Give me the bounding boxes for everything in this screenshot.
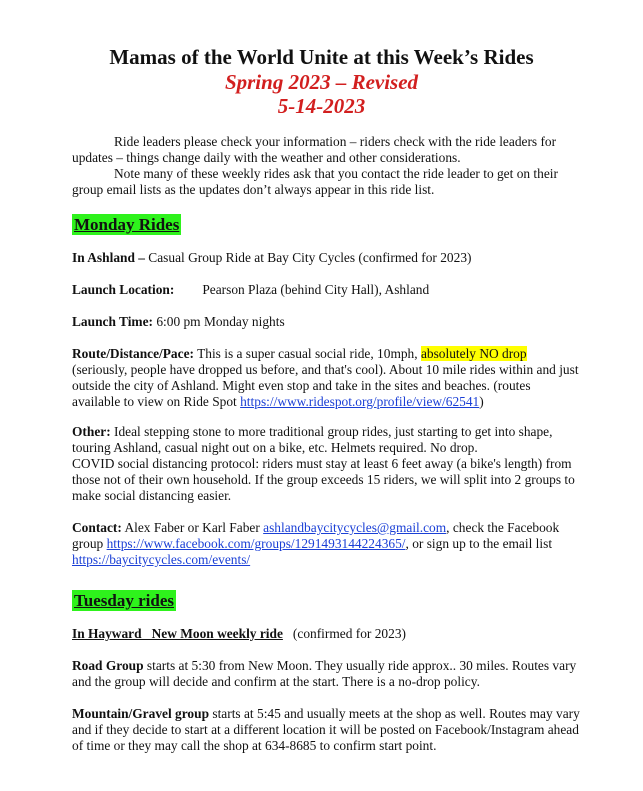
contact-text-2: , check the Facebook group [72, 520, 560, 551]
monday-contact [72, 520, 582, 568]
contact-text-1: Alex Faber or Karl Faber [121, 520, 264, 535]
tuesday-mountain-group [72, 706, 582, 754]
launch-time-value: 6:00 pm Monday nights [152, 314, 285, 329]
contact-text-3: , or sign up to the email list [405, 536, 553, 551]
facebook-group-link[interactable]: https://www.facebook.com/groups/1291493144224365/ [106, 536, 406, 551]
intro-line-2: Note many of these weekly rides ask that you contact the ride leader to get on their group email lists as the updates don’t always appear in this ride list. [72, 166, 558, 197]
intro-line-1: Ride leaders please check your information – riders check with the ride leaders for updates – things change daily with the weather and other considerations. [72, 134, 557, 165]
route-text-2: (seriously, people have dropped us before, and that's cool). About 10 mile rides within and just outside the city of Ashland. Might even stop and take in the sites and beaches. (routes available to view on Ride Spot [72, 362, 579, 409]
launch-location-value: Pearson Plaza (behind City Hall), Ashland [202, 282, 430, 297]
launch-time-label: Launch Time: [72, 314, 153, 329]
monday-ride-place: In Ashland – [72, 250, 145, 265]
mountain-group-label: Mountain/Gravel group [72, 706, 210, 721]
page-title: Mamas of the World Unite at this Week’s Rides [109, 45, 534, 69]
tuesday-ride-name: In Hayward New Moon weekly ride [72, 626, 283, 641]
no-drop-highlight: absolutely NO drop [420, 346, 527, 361]
monday-other [72, 424, 582, 504]
page-date: 5-14-2023 [277, 94, 366, 118]
tuesday-road-group [72, 658, 582, 690]
monday-launch-time [72, 314, 582, 330]
tuesday-heading: Tuesday rides [74, 591, 174, 610]
page-subtitle: Spring 2023 – Revised [224, 70, 419, 94]
mountain-group-text: starts at 5:45 and usually meets at the shop as well. Routes may vary and if they decide to start at a different location it will be posted on Facebook/Instagram ahead of time or they may call the shop at 634-8685 to confirm start point. [72, 706, 580, 753]
road-group-text: starts at 5:30 from New Moon. They usually ride approx.. 30 miles. Routes vary and the group will decide and confirm at the start. There is a no-drop policy. [72, 658, 577, 689]
other-label: Other: [72, 424, 111, 439]
contact-label: Contact: [72, 520, 122, 535]
events-link[interactable]: https://baycitycycles.com/events/ [72, 552, 251, 567]
monday-ride-title [72, 250, 582, 266]
covid-text: COVID social distancing protocol: riders must stay at least 6 feet away (a bike's length) from those not of their own household. If the group exceeds 15 riders, we will split into 2 groups to make social distancing easier. [72, 456, 575, 503]
route-text-1: This is a super casual social ride, 10mph, [193, 346, 421, 361]
monday-ride-desc: Casual Group Ride at Bay City Cycles (confirmed for 2023) [144, 250, 472, 265]
tuesday-ride-confirm: (confirmed for 2023) [282, 626, 406, 641]
contact-email-link[interactable]: ashlandbaycitycycles@gmail.com [263, 520, 447, 535]
other-text: Ideal stepping stone to more traditional group rides, just starting to get into shape, touring Ashland, casual night out on a bike, etc. Helmets required. No drop. [72, 424, 553, 455]
road-group-label: Road Group [72, 658, 144, 673]
monday-heading: Monday Rides [74, 215, 180, 234]
ridespot-link[interactable]: https://www.ridespot.org/profile/view/62541 [240, 394, 480, 409]
monday-route [72, 346, 582, 410]
launch-location-label: Launch Location: [72, 282, 175, 297]
monday-launch-location [72, 282, 582, 298]
tuesday-ride-title [72, 626, 582, 642]
intro-paragraph [72, 134, 582, 198]
route-label: Route/Distance/Pace: [72, 346, 194, 361]
route-text-3: ) [479, 394, 484, 409]
